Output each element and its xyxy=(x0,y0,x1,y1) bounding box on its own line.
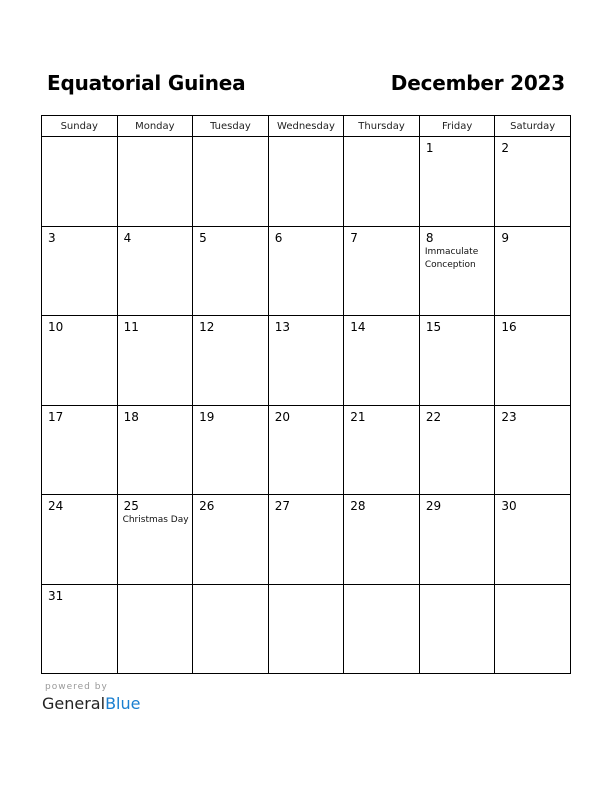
brand-general-text: General xyxy=(42,694,106,713)
day-cell xyxy=(42,226,118,316)
day-cell xyxy=(495,316,571,406)
day-cell xyxy=(193,137,269,227)
day-cell xyxy=(193,316,269,406)
day-cell xyxy=(344,137,420,227)
day-number: 14 xyxy=(350,320,366,334)
day-cell xyxy=(268,316,344,406)
day-number: 30 xyxy=(501,499,517,513)
day-cell xyxy=(193,584,269,674)
day-number: 16 xyxy=(501,320,517,334)
day-number: 29 xyxy=(425,499,442,513)
week-row xyxy=(42,495,571,585)
day-cell xyxy=(268,137,344,227)
day-number: 17 xyxy=(48,409,64,424)
day-number: 27 xyxy=(274,499,290,513)
day-cell xyxy=(419,584,495,674)
day-cell xyxy=(268,226,344,316)
weekday-header: Friday xyxy=(419,116,495,137)
day-number: 28 xyxy=(350,499,366,513)
day-number: 22 xyxy=(425,409,442,424)
day-cell xyxy=(42,584,118,674)
day-cell xyxy=(42,495,118,585)
day-number: 18 xyxy=(123,409,139,424)
day-number: 19 xyxy=(199,409,215,424)
day-cell xyxy=(268,584,344,674)
weekday-header: Monday xyxy=(117,116,193,137)
day-cell xyxy=(495,137,571,227)
day-cell xyxy=(42,137,118,227)
weekday-header: Sunday xyxy=(42,116,118,137)
day-number: 1 xyxy=(425,141,434,155)
day-cell xyxy=(419,137,495,227)
holiday-label: Immaculate Conception xyxy=(424,246,479,270)
day-cell xyxy=(42,405,118,495)
day-cell xyxy=(495,584,571,674)
day-number: 8 xyxy=(425,230,434,245)
week-row xyxy=(42,316,571,406)
day-cell xyxy=(117,584,193,674)
day-cell xyxy=(495,405,571,495)
day-number: 25 xyxy=(123,499,139,513)
day-cell xyxy=(117,226,193,316)
calendar-grid xyxy=(41,115,571,674)
day-number: 20 xyxy=(274,409,290,424)
day-cell xyxy=(344,495,420,585)
day-cell xyxy=(344,405,420,495)
day-number: 2 xyxy=(501,141,510,155)
day-cell xyxy=(117,495,193,585)
day-cell xyxy=(268,495,344,585)
day-cell xyxy=(268,405,344,495)
day-cell xyxy=(419,226,495,316)
day-number: 15 xyxy=(425,320,442,334)
day-number: 3 xyxy=(48,230,56,245)
day-number: 12 xyxy=(199,320,215,334)
day-number: 5 xyxy=(199,230,207,245)
day-cell xyxy=(193,226,269,316)
day-cell xyxy=(117,137,193,227)
day-cell xyxy=(193,495,269,585)
country-title: Equatorial Guinea xyxy=(47,71,246,95)
day-cell xyxy=(419,405,495,495)
day-number: 7 xyxy=(350,230,358,245)
weekday-header: Thursday xyxy=(344,116,420,137)
day-number: 9 xyxy=(501,230,510,245)
day-number: 31 xyxy=(48,588,64,603)
day-number: 24 xyxy=(48,499,64,513)
day-cell xyxy=(42,316,118,406)
week-row xyxy=(42,137,571,227)
weekday-header: Wednesday xyxy=(268,116,344,137)
day-cell xyxy=(117,316,193,406)
day-cell xyxy=(117,405,193,495)
day-cell xyxy=(419,316,495,406)
brand-blue-text: Blue xyxy=(105,694,141,713)
day-number: 4 xyxy=(123,230,132,245)
weekday-header: Saturday xyxy=(495,116,571,137)
week-row xyxy=(42,226,571,316)
day-number: 23 xyxy=(501,409,517,424)
day-cell xyxy=(495,226,571,316)
day-number: 10 xyxy=(48,320,64,334)
day-number: 21 xyxy=(350,409,366,424)
day-cell xyxy=(419,495,495,585)
day-cell xyxy=(495,495,571,585)
weekday-header-row xyxy=(42,116,571,137)
day-number: 11 xyxy=(123,320,139,334)
week-row xyxy=(42,405,571,495)
day-cell xyxy=(344,226,420,316)
day-cell xyxy=(344,316,420,406)
month-year-title: December 2023 xyxy=(390,71,565,95)
powered-by-label: powered by xyxy=(45,682,108,692)
weekday-header: Tuesday xyxy=(193,116,269,137)
week-row xyxy=(42,584,571,674)
generalblue-logo xyxy=(42,694,140,713)
day-number: 6 xyxy=(274,230,283,245)
holiday-label: Christmas Day xyxy=(122,515,189,525)
day-number: 26 xyxy=(199,499,215,513)
day-number: 13 xyxy=(274,320,290,334)
day-cell xyxy=(193,405,269,495)
day-cell xyxy=(344,584,420,674)
